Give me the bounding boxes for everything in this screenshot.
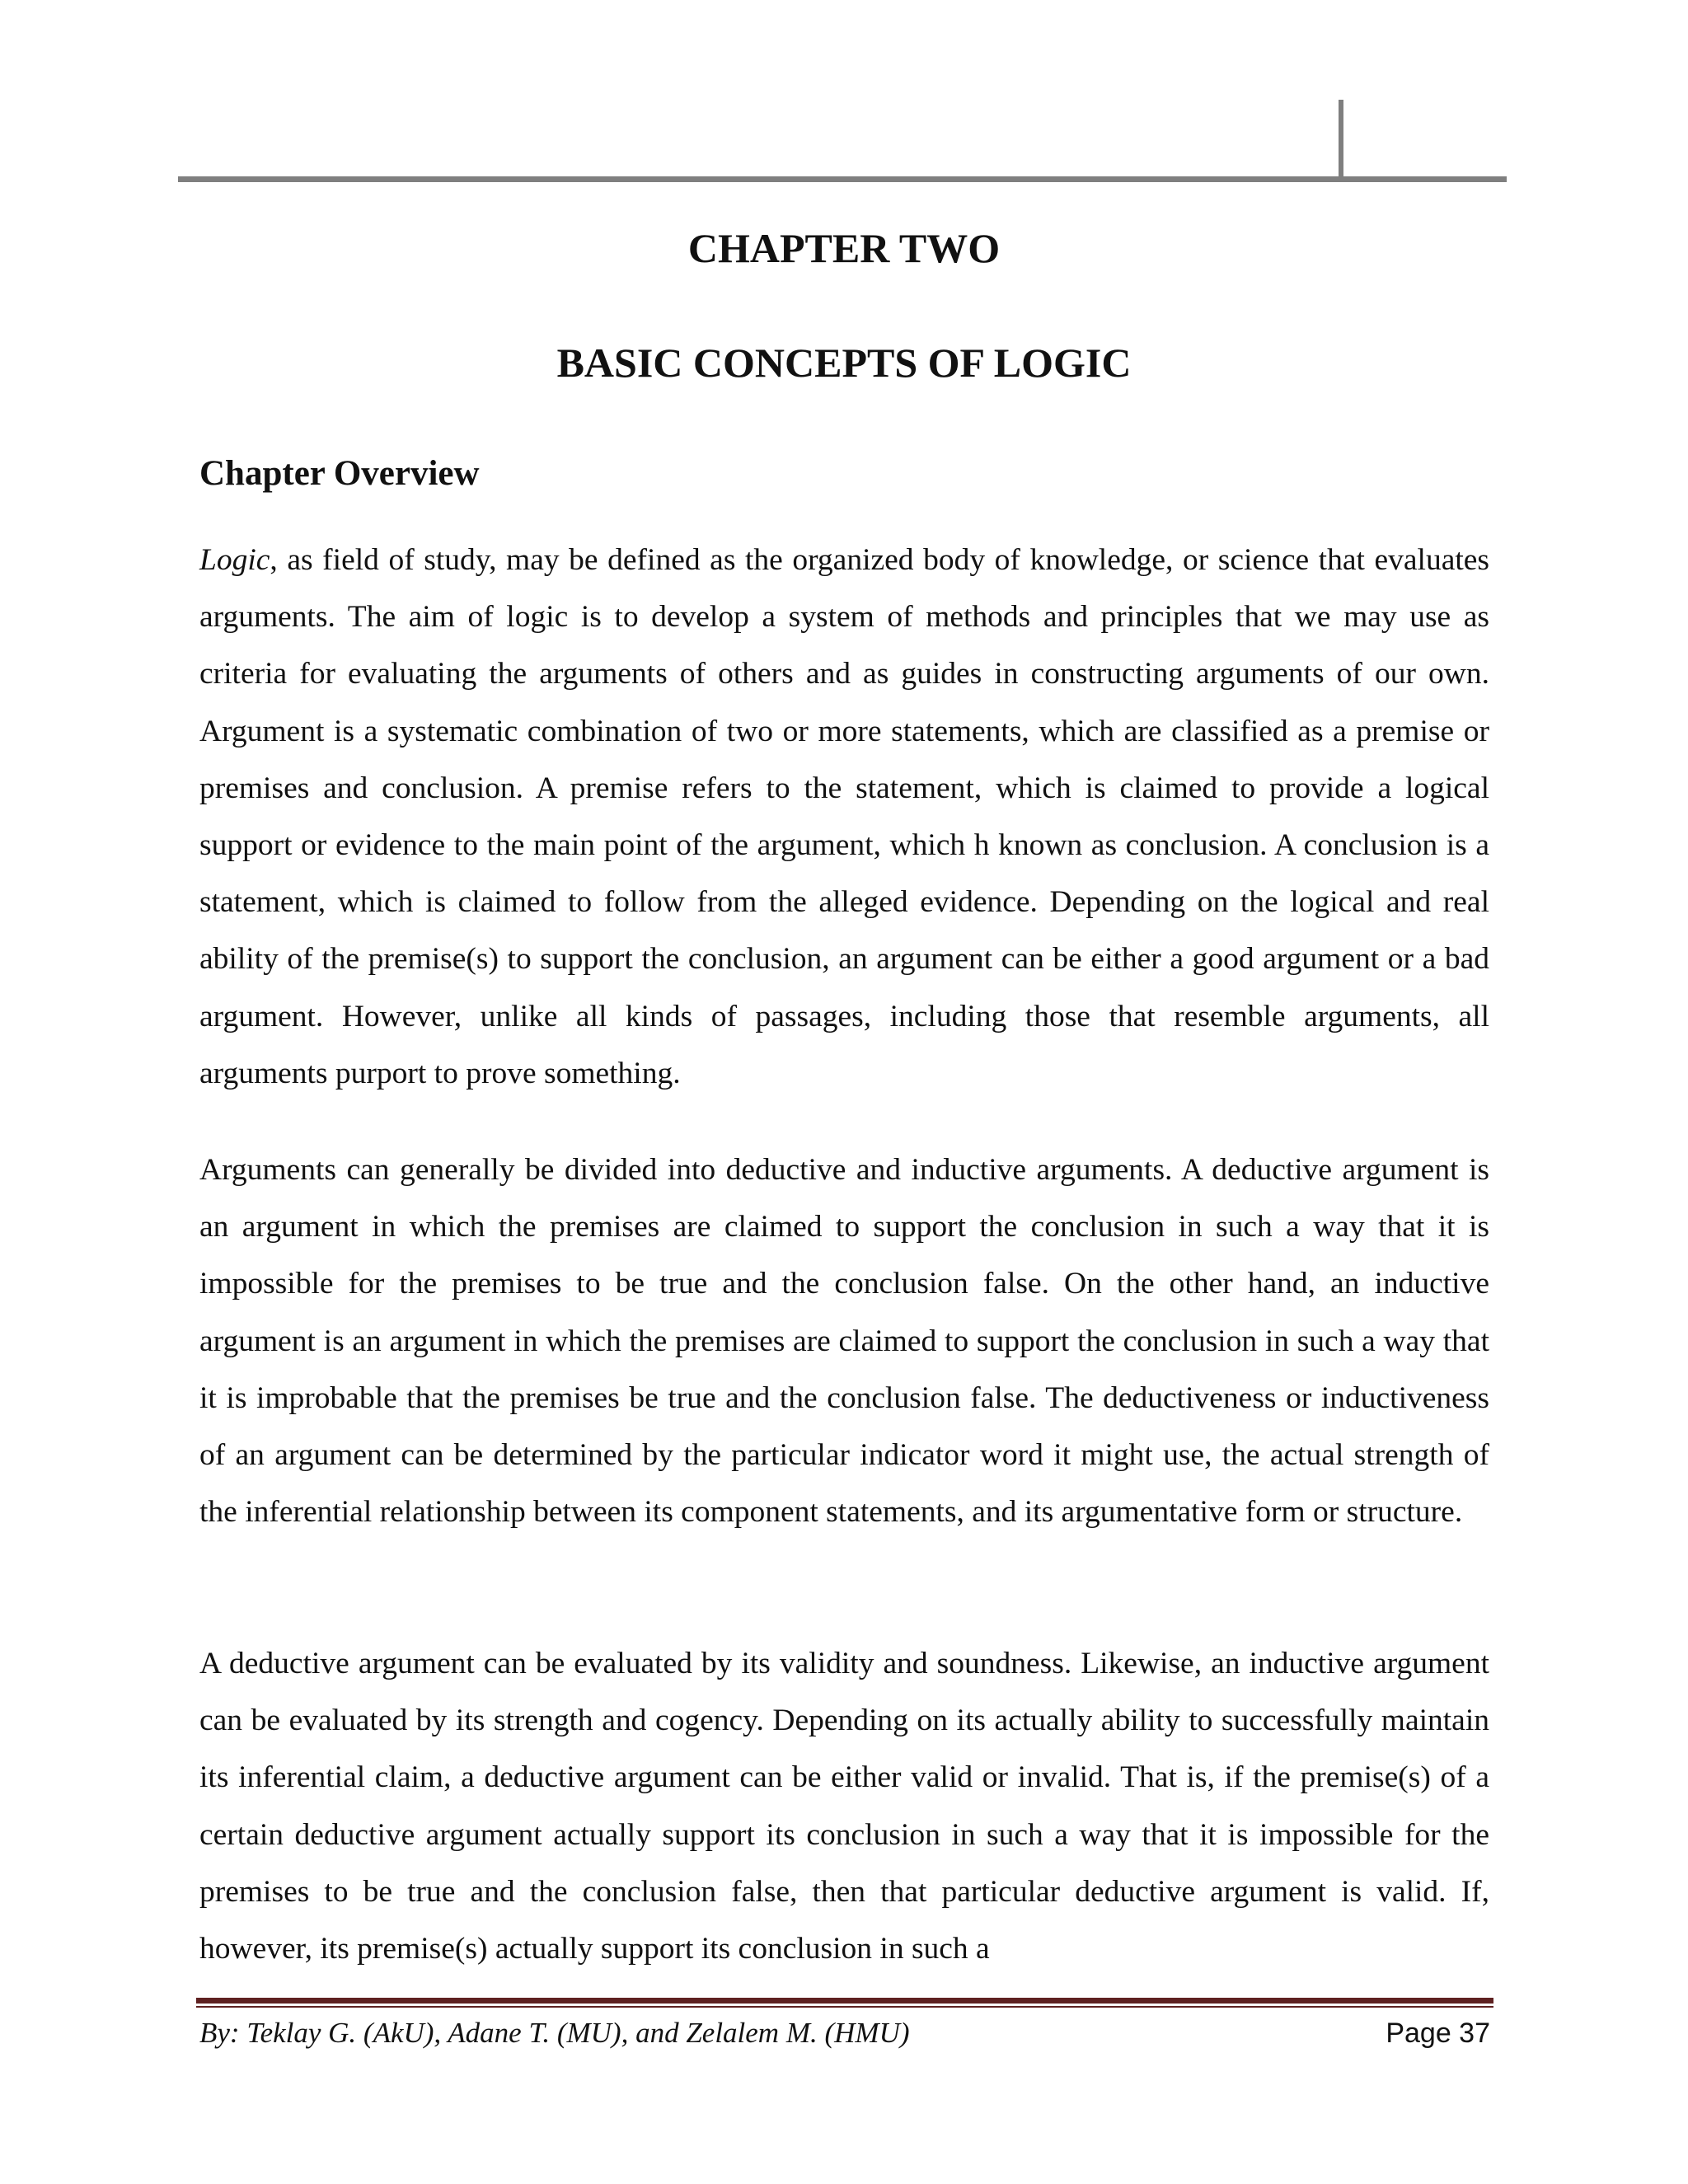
footer-authors: By: Teklay G. (AkU), Adane T. (MU), and Zelalem M. (HMU) xyxy=(199,2017,910,2049)
header-rule xyxy=(178,176,1507,182)
page-number: Page 37 xyxy=(1386,2018,1490,2049)
chapter-title-heading: BASIC CONCEPTS OF LOGIC xyxy=(556,340,1132,386)
chapter-number-heading: CHAPTER TWO xyxy=(687,225,1001,271)
footer-rule-thick xyxy=(196,1998,1493,2004)
paragraph-deductive-inductive: Arguments can generally be divided into deductive and inductive arguments. A deductive argument is an argument in which the premises are claimed to support the conclusion in such a way that it is impossible for the premises to be true and the conclusion false. On the other hand, an inductive argument is an argument in which the premises are claimed to support the conclusion in such a way that it is improbable that the premises be true and the conclusion false. The deductiveness or inductiveness of an argument can be determined by the particular indicator word it might use, the actual strength of the inferential relationship between its component statements, and its argumentative form or structure. xyxy=(199,1153,1489,1530)
header-divider-tick xyxy=(1339,100,1343,178)
paragraph-overview xyxy=(199,532,1489,1102)
italic-term-logic: Logic xyxy=(199,543,270,577)
section-heading: Chapter Overview xyxy=(199,454,480,493)
footer-rule-thin xyxy=(196,2006,1493,2008)
paragraph-overview-text: , as field of study, may be defined as the organized body of knowledge, or science that evaluates arguments. The aim of logic is to develop a system of methods and principles that we may use as criteria for evaluating the arguments of others and as guides in constructing arguments of our own. Argument is a systematic combination of two or more statements, which are classified as a premise or premises and conclusion. A premise refers to the statement, which is claimed to provide a logical support or evidence to the main point of the argument, which h known as conclusion. A conclusion is a statement, which is claimed to follow from the alleged evidence. Depending on the logical and real ability of the premise(s) to support the conclusion, an argument can be either a good argument or a bad argument. However, unlike all kinds of passages, including those that resemble arguments, all arguments purport to prove something. xyxy=(199,543,1489,1090)
paragraph-evaluation: A deductive argument can be evaluated by its validity and soundness. Likewise, an inductive argument can be evaluated by its strength and cogency. Depending on its actually ability to successfully maintain its inferential claim, a deductive argument can be either valid or invalid. That is, if the premise(s) of a certain deductive argument actually support its conclusion in such a way that it is impossible for the premises to be true and the conclusion false, then that particular deductive argument is valid. If, however, its premise(s) actually support its conclusion in such a xyxy=(199,1647,1489,1966)
